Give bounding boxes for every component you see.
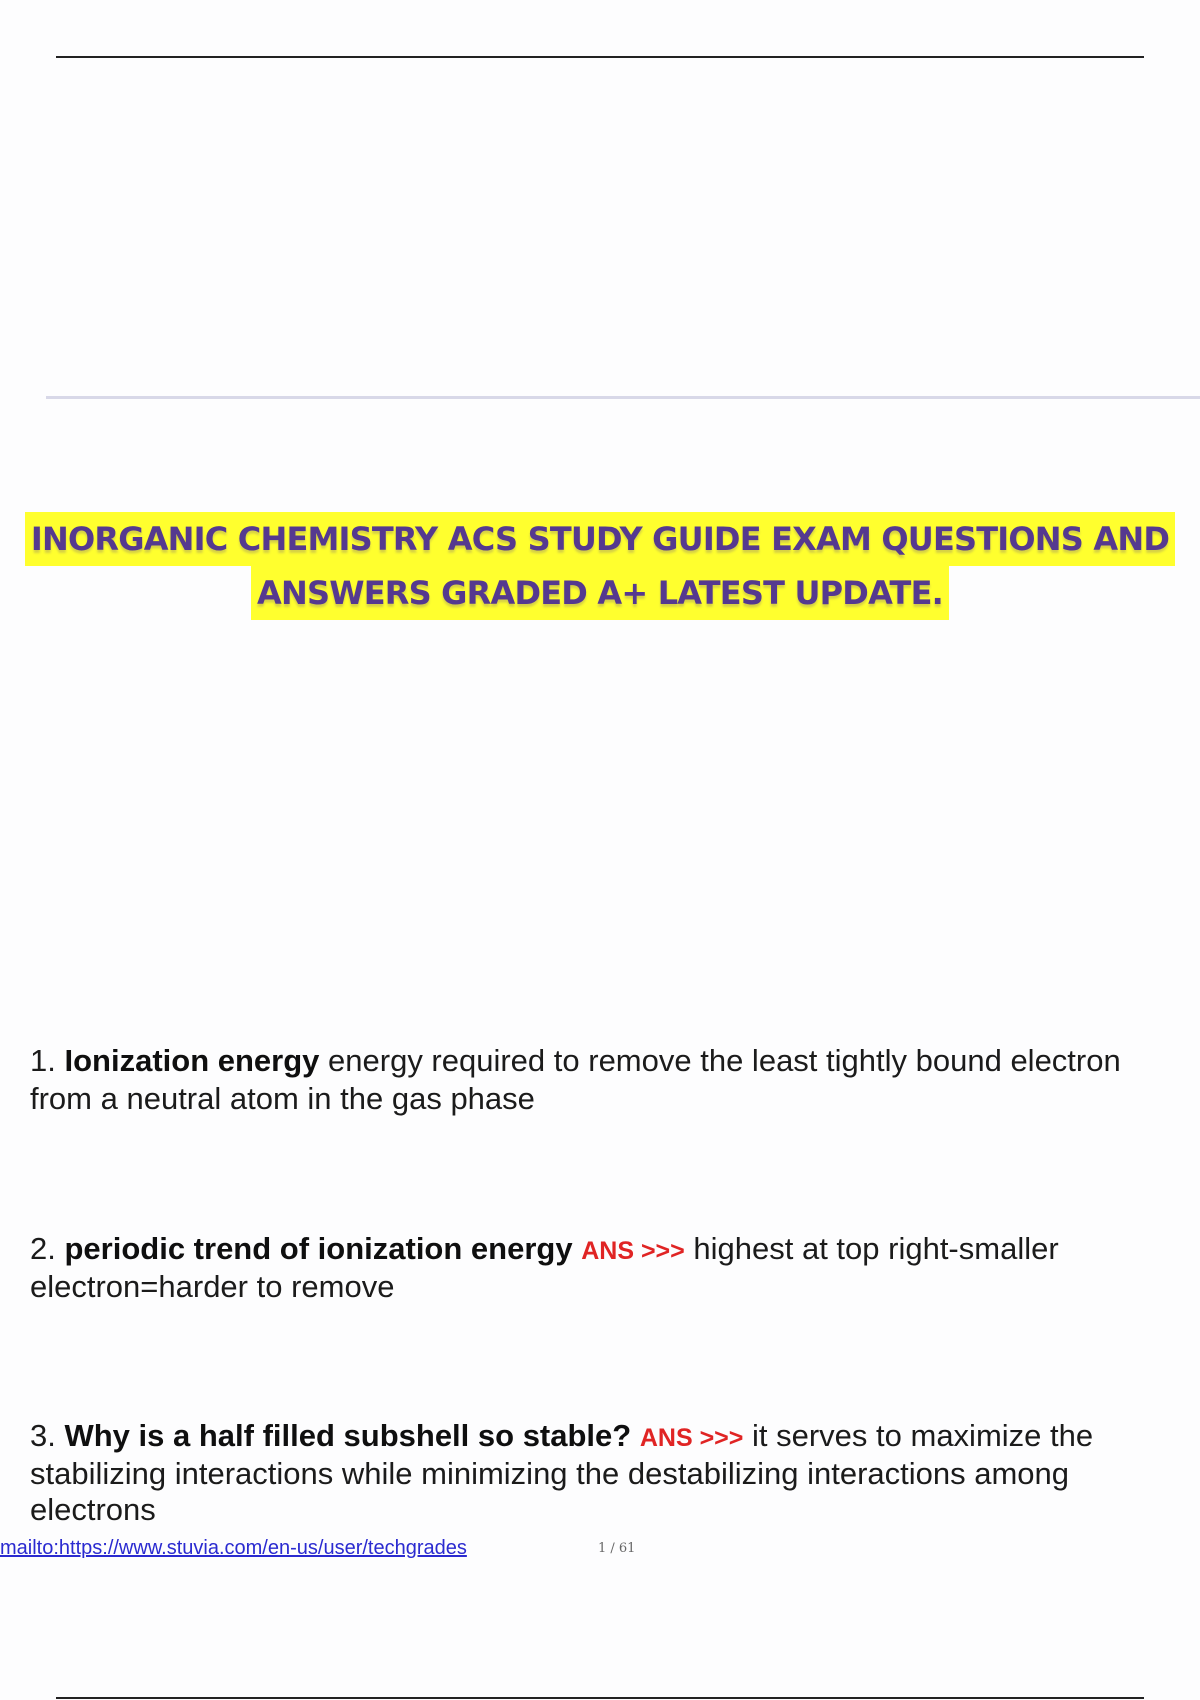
qa-question: periodic trend of ionization energy: [64, 1231, 573, 1266]
qa-number: 1.: [30, 1043, 56, 1078]
answer-tag: ANS >>>: [581, 1237, 685, 1265]
qa-answer: energy required to remove the least tightly bound electron from a neutral atom in the gas phase: [30, 1043, 1121, 1116]
qa-number: 3.: [30, 1418, 56, 1453]
page-number: 1 / 61: [598, 1541, 636, 1556]
title-line-2: ANSWERS GRADED A+ LATEST UPDATE.: [251, 566, 949, 620]
document-title: [0, 512, 1200, 620]
qa-number: 2.: [30, 1231, 56, 1266]
qa-item-1: [30, 1043, 1180, 1117]
qa-item-2: [30, 1231, 1180, 1305]
qa-answer: it serves to maximize the stabilizing interactions while minimizing the destabilizing interactions among electrons: [30, 1418, 1094, 1527]
qa-answer: highest at top right-smaller electron=harder to remove: [30, 1231, 1059, 1304]
qa-question: Ionization energy: [64, 1043, 320, 1078]
title-line-1: INORGANIC CHEMISTRY ACS STUDY GUIDE EXAM QUESTIONS AND: [25, 512, 1175, 566]
bottom-rule: [56, 1697, 1144, 1699]
footer-mailto-link[interactable]: mailto:https://www.stuvia.com/en-us/user/techgrades: [0, 1537, 467, 1559]
qa-item-3: [30, 1418, 1180, 1528]
top-rule: [56, 56, 1144, 58]
header-divider: [46, 396, 1200, 399]
qa-question: Why is a half filled subshell so stable?: [64, 1418, 632, 1453]
answer-tag: ANS >>>: [639, 1424, 744, 1452]
